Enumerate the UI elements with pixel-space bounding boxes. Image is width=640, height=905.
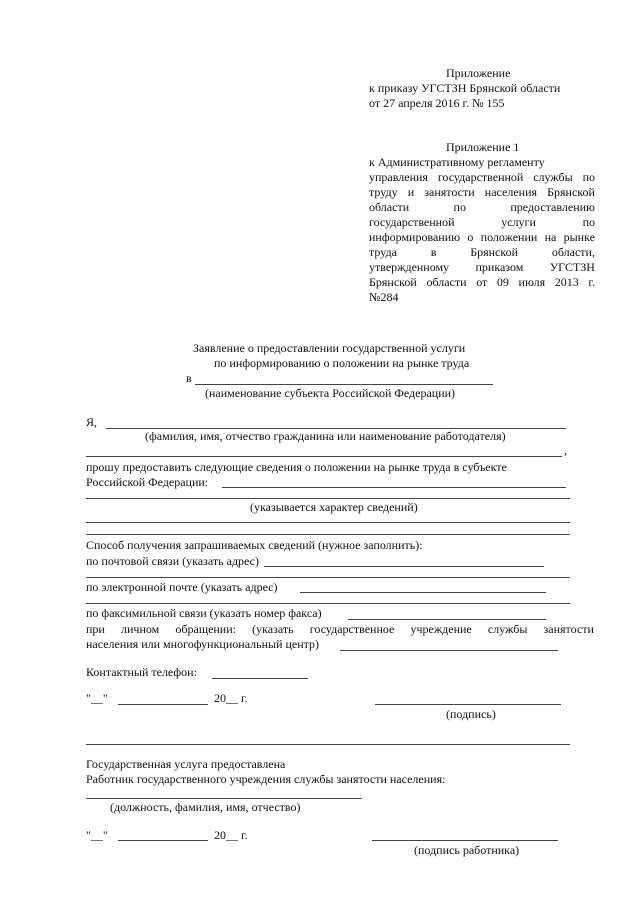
personal-word: при [86,622,105,636]
employee-position-field[interactable] [86,798,362,799]
appendix1-word: информированию [369,230,461,244]
appendix1-word: области [369,200,410,214]
service-provided: Государственная услуга предоставлена [86,757,286,771]
date-year: 20__ г. [214,691,248,705]
appendix-date-line: от 27 апреля 2016 г. № 155 [369,96,505,110]
appendix1-line [369,200,595,215]
appendix1-word: области [426,275,467,289]
appendix1-word: на [544,230,557,244]
subject-caption: (наименование субъекта Российской Федерации) [205,386,456,400]
appendix1-word: Брянской [547,185,595,199]
appendix1-line [369,185,595,200]
personal-word: занятости [543,622,594,636]
info-field-3[interactable] [86,522,570,523]
appendix1-word: труду [369,185,398,199]
post-address-field-2[interactable] [86,577,570,578]
phone-field[interactable] [212,678,308,679]
appendix1-title: Приложение 1 [446,140,520,154]
delivery-fax-label: по факсимильной связи (указать номер факса) [86,606,322,620]
appendix1-word: области, [551,245,595,259]
phone-label: Контактный телефон: [86,665,197,679]
appendix1-word: Брянской [470,245,519,259]
applicant-name-caption: (фамилия, имя, отчество гражданина или наименование работодателя) [145,429,506,443]
subject-name-field[interactable] [195,384,493,385]
personal-word: личном [121,622,160,636]
appendix1-word: Брянской [369,275,417,289]
info-field-2[interactable] [86,498,570,499]
subject-prefix: в [186,371,192,385]
employee-signature-caption: (подпись работника) [414,843,520,857]
info-field-1[interactable] [222,487,566,488]
delivery-post-label: по почтовой связи (указать адрес) [86,554,259,568]
appendix1-word: утвержденному [369,260,450,274]
appendix1-word: предоставлению [510,200,595,214]
personal-word: учреждение [410,622,472,636]
signature-caption: (подпись) [446,707,496,721]
appendix1-word: управления [369,170,428,184]
footer-date-year: 20__ г. [214,828,248,842]
delivery-personal-line1 [86,622,594,637]
appendix1-word: службы [533,170,573,184]
delivery-personal-line2: населения или многофункциональный центр) [86,637,320,651]
info-field-4[interactable] [86,534,570,535]
email-address-field-2[interactable] [86,603,570,604]
request-line2: Российской Федерации: [86,475,209,489]
personal-center-field[interactable] [340,650,558,651]
appendix1-word: по [582,170,595,184]
appendix1-word: г. [588,275,595,289]
appendix1-line [369,275,595,290]
appendix1-word: приказом [475,260,524,274]
appendix1-word: 2013 [554,275,579,289]
date-month-field[interactable] [118,704,208,705]
appendix1-word: 09 [496,275,509,289]
form-title-line2: по информированию о положении на рынке труда [214,356,470,370]
appendix1-word: населения [484,185,538,199]
appendix1-word: государственной [369,215,455,229]
appendix1-regulation-line: к Административному регламенту [369,155,545,169]
info-caption: (указывается характер сведений) [250,500,418,514]
delivery-email-label: по электронной почте (указать адрес) [86,580,278,594]
personal-word: государственное [309,622,395,636]
appendix1-word: занятости [424,185,475,199]
applicant-comma: , [564,443,567,457]
request-line1: прошу предоставить следующие сведения о положении на рынке труда в субъекте [86,460,507,474]
footer-date-day: "__" [86,828,108,842]
applicant-name-field-2[interactable] [86,456,562,457]
appendix1-word: по [582,215,595,229]
appendix1-word: и [407,185,415,199]
personal-word: (указать [252,622,294,636]
appendix1-order-number: №284 [369,290,399,304]
email-address-field[interactable] [300,592,546,593]
appendix-title: Приложение [446,66,511,80]
form-title-line1: Заявление о предоставлении государственной услуги [193,341,466,355]
appendix1-word: о [467,230,474,244]
employee-label: Работник государственного учреждения службы занятости населения: [86,772,446,786]
delivery-heading: Способ получения запрашиваемых сведений (нужное заполнить): [86,538,423,552]
appendix1-word: государственной [437,170,524,184]
personal-word: службы [487,622,528,636]
appendix1-word: положении [480,230,538,244]
footer-date-month-field[interactable] [118,840,208,841]
appendix1-line [369,215,595,230]
employee-signature-field[interactable] [372,840,558,841]
appendix1-line [369,230,595,245]
position-caption: (должность, фамилия, имя, отчество) [110,800,301,814]
personal-word: обращении: [175,622,236,636]
appendix1-line [369,170,595,185]
signature-field[interactable] [375,704,561,705]
appendix1-word: труда [369,245,397,259]
post-address-field[interactable] [264,566,544,567]
separator-line [86,744,570,745]
date-day: "__" [86,691,108,705]
appendix1-word: в [430,245,437,259]
appendix1-word: по [453,200,466,214]
appendix1-line [369,260,595,275]
appendix1-word: от [476,275,488,289]
applicant-ya: Я, [86,415,98,429]
appendix1-word: июля [518,275,546,289]
appendix1-word: рынке [563,230,595,244]
appendix-order-line: к приказу УГСТЗН Брянской области [369,81,561,95]
appendix1-line [369,245,595,260]
appendix1-word: услуги [501,215,536,229]
fax-number-field[interactable] [348,619,546,620]
appendix1-word: УГСТЗН [549,260,595,274]
